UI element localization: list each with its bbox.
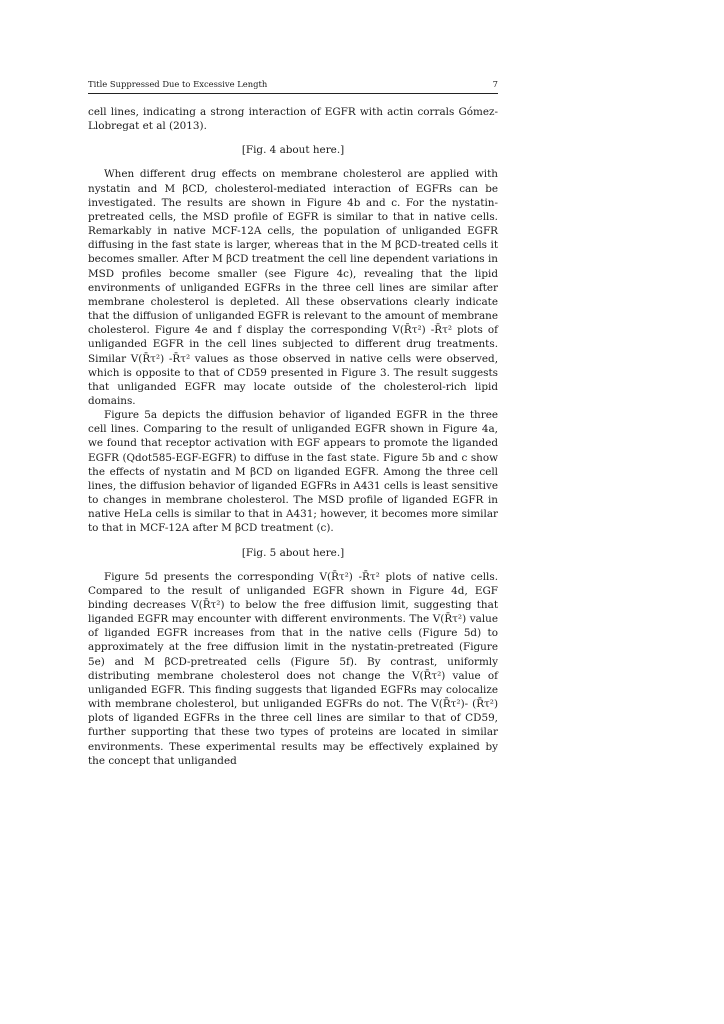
- figure-placeholder-4: [Fig. 4 about here.]: [241, 144, 345, 157]
- running-title: Title Suppressed Due to Excessive Length: [88, 79, 268, 89]
- page: [88, 78, 498, 768]
- page-number: 7: [492, 79, 498, 89]
- paragraph-liganded-egfr: Figure 5a depicts the diffusion behavior of liganded EGFR in the three cell lines. Comparing to the result of unliganded EGFR shown in Figure 4a, we found that receptor activation with EGF appears to promote the liganded EGFR (Qdot585-EGF-EGFR) to diffuse in the fast state. Figure 5b and c show the effects of nystatin and M βCD on liganded EGFR. Among the three cell lines, the diffusion behavior of liganded EGFRs in A431 cells is least sensitive to changes in membrane cholesterol. The MSD profile of liganded EGFR in native HeLa cells is similar to that in A431; however, it becomes more similar to that in MCF-12A after M βCD treatment (c).: [88, 409, 498, 535]
- body-text: [88, 105, 498, 768]
- paragraph-variance-plots: Figure 5d presents the corresponding V(R̄τ²) -R̄τ² plots of native cells. Compared to the result of unliganded EGFR shown in Figure 4d, EGF binding decreases V(R̄τ²) to below the free diffusion limit, suggesting that liganded EGFR may encounter with different environments. The V(R̄τ²) value of liganded EGFR increases from that in the native cells (Figure 5d) to approximately at the free diffusion limit in the nystatin-pretreated (Figure 5e) and M βCD-pretreated cells (Figure 5f). By contrast, uniformly distributing membrane cholesterol does not change the V(R̄τ²) value of unliganded EGFR. This finding suggests that liganded EGFRs may colocalize with membrane cholesterol, but unliganded EGFRs do not. The V(R̄τ²)- (R̄τ²) plots of liganded EGFRs in the three cell lines are similar to that of CD59, further supporting that these two types of proteins are located in similar environments. These experimental results may be effectively explained by the concept that unliganded: [88, 570, 498, 767]
- paragraph-drug-effects: When different drug effects on membrane cholesterol are applied with nystatin and M βCD, cholesterol-mediated interaction of EGFRs can be investigated. The results are shown in Figure 4b and c. For the nystatin-pretreated cells, the MSD profile of EGFR is similar to that in native cells. Remarkably in native MCF-12A cells, the population of unliganded EGFR diffusing in the fast state is larger, whereas that in the M βCD-treated cells it becomes smaller. After M βCD treatment the cell line dependent variations in MSD profiles become smaller (see Figure 4c), revealing that the lipid environments of unliganded EGFRs in the three cell lines are similar after membrane cholesterol is depleted. All these observations clearly indicate that the diffusion of unliganded EGFR is relevant to the amount of membrane cholesterol. Figure 4e and f display the corresponding V(R̄τ²) -R̄τ² plots of unliganded EGFR in the cell lines subjected to different drug treatments. Similar V(R̄τ²) -R̄τ² values as those observed in native cells were observed, which is opposite to that of CD59 presented in Figure 3. The result suggests that unliganded EGFR may locate outside of the cholesterol-rich lipid domains.: [88, 168, 498, 407]
- figure-placeholder-5: [Fig. 5 about here.]: [241, 546, 345, 559]
- paragraph-continued: cell lines, indicating a strong interaction of EGFR with actin corrals Gómez-Llobregat et al (2013).: [88, 106, 498, 133]
- running-header: [88, 78, 498, 94]
